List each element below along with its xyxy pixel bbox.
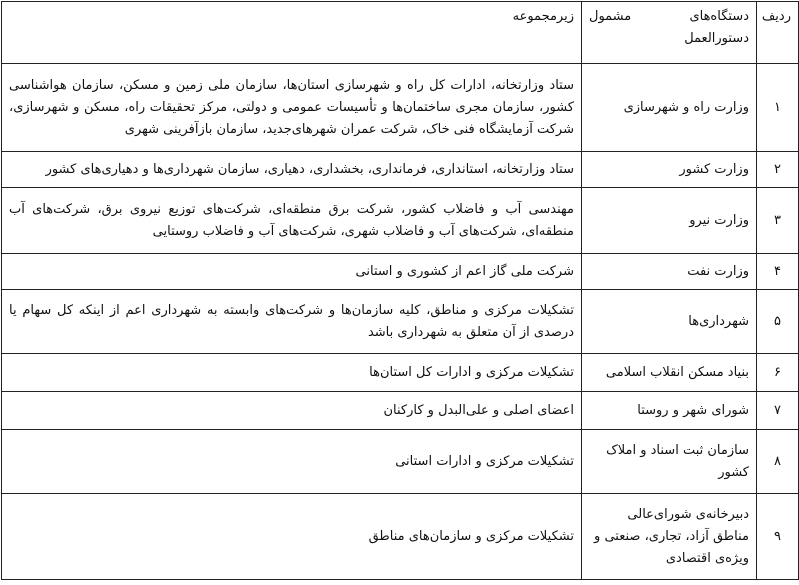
header-subsidiaries: زیرمجموعه (2, 2, 582, 64)
row-subsidiaries: تشکیلات مرکزی و ادارات کل استان‌ها (2, 354, 582, 392)
table-row (2, 290, 799, 354)
table-row (2, 392, 799, 430)
row-organization: شهرداری‌ها (582, 290, 757, 354)
row-organization: سازمان ثبت اسناد و املاک کشور (582, 430, 757, 494)
row-number: ۷ (757, 392, 799, 430)
table-row (2, 188, 799, 254)
row-number: ۲ (757, 152, 799, 188)
header-org-line1a: دستگاه‌های (689, 9, 749, 24)
row-subsidiaries: ستاد وزارتخانه، استانداری، فرمانداری، بخشداری، دهیاری، سازمان شهرداری‌ها و دهیاری‌های کشور (2, 152, 582, 188)
header-org-line2: دستورالعمل (684, 31, 749, 46)
row-number: ۴ (757, 254, 799, 290)
row-subsidiaries: تشکیلات مرکزی و مناطق، کلیه سازمان‌ها و شرکت‌های وابسته به شهرداری اعم از اینکه کل سهام یا درصدی از آن متعلق به شهرداری باشد (2, 290, 582, 354)
row-subsidiaries: تشکیلات مرکزی و سازمان‌های مناطق (2, 494, 582, 580)
row-number: ۸ (757, 430, 799, 494)
row-subsidiaries: تشکیلات مرکزی و ادارات استانی (2, 430, 582, 494)
table-row (2, 152, 799, 188)
row-number: ۹ (757, 494, 799, 580)
row-organization: وزارت کشور (582, 152, 757, 188)
header-org-line1b: مشمول (589, 9, 632, 24)
row-organization: وزارت راه و شهرسازی (582, 64, 757, 152)
header-row (2, 2, 799, 64)
table-row (2, 494, 799, 580)
row-organization: وزارت نیرو (582, 188, 757, 254)
table-row (2, 430, 799, 494)
row-organization: بنیاد مسکن انقلاب اسلامی (582, 354, 757, 392)
table-row (2, 64, 799, 152)
table-row (2, 354, 799, 392)
row-organization: وزارت نفت (582, 254, 757, 290)
row-subsidiaries: مهندسی آب و فاضلاب کشور، شرکت برق منطقه‌ای، شرکت‌های توزیع نیروی برق، شرکت‌های آب منطقه‌ای، شرکت‌های آب و فاضلاب شهری، شرکت‌های آب و فاضلاب روستایی (2, 188, 582, 254)
row-subsidiaries: شرکت ملی گاز اعم از کشوری و استانی (2, 254, 582, 290)
row-organization: دبیرخانه‌ی شورای‌عالی مناطق آزاد، تجاری، صنعتی و ویژه‌ی اقتصادی (582, 494, 757, 580)
row-number: ۱ (757, 64, 799, 152)
header-organizations (582, 2, 757, 64)
table-row (2, 254, 799, 290)
row-subsidiaries: اعضای اصلی و علی‌البدل و کارکنان (2, 392, 582, 430)
row-number: ۵ (757, 290, 799, 354)
row-number: ۳ (757, 188, 799, 254)
row-organization: شورای شهر و روستا (582, 392, 757, 430)
row-subsidiaries: ستاد وزارتخانه، ادارات کل راه و شهرسازی استان‌ها، سازمان ملی زمین و مسکن، سازمان هواشناسی کشور، سازمان مجری ساختمان‌ها و تأسیسات عمومی و دولتی، مرکز تحقیقات راه، مسکن و شهرسازی، شرکت آزمایشگاه فنی خاک، شرکت عمران شهرهای‌جدید، سازمان بازآفرینی شهری (2, 64, 582, 152)
row-number: ۶ (757, 354, 799, 392)
organizations-table (1, 1, 799, 580)
header-row-number: ردیف (757, 2, 799, 64)
